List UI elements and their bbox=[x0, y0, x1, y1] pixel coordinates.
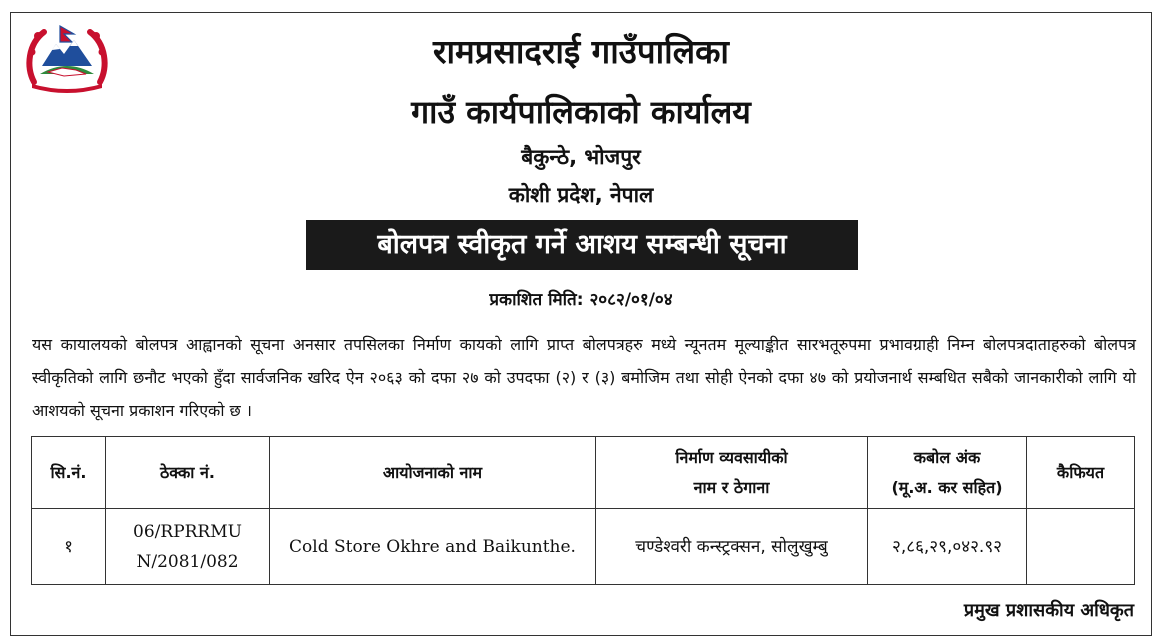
notice-title-banner: बोलपत्र स्वीकृत गर्ने आशय सम्बन्धी सूचना bbox=[306, 220, 858, 270]
address-line-1: बैकुन्ठे, भोजपुर bbox=[521, 145, 641, 169]
header-contractor-line1: निर्माण व्यवसायीको bbox=[675, 447, 788, 467]
cell-bid-amount: २,८६,२९,०४२.९२ bbox=[868, 509, 1027, 585]
cell-contract-no-line2: N/2081/082 bbox=[136, 551, 239, 572]
table-header-row bbox=[32, 437, 1135, 509]
notice-table bbox=[31, 436, 1135, 585]
header-project-name: आयोजनाको नाम bbox=[270, 437, 596, 509]
table-row bbox=[32, 509, 1135, 585]
published-date bbox=[0, 287, 1162, 310]
address-line-2: कोशी प्रदेश, नेपाल bbox=[508, 183, 654, 207]
header-bid-amount bbox=[868, 437, 1027, 509]
header-bid-amount-line2: (मू.अ. कर सहित) bbox=[891, 477, 1003, 497]
cell-contractor: चण्डेश्वरी कन्स्ट्रक्सन, सोलुखुम्बु bbox=[596, 509, 868, 585]
header-contract-no: ठेक्का नं. bbox=[106, 437, 270, 509]
office-name: गाउँ कार्यपालिकाको कार्यालय bbox=[411, 93, 751, 131]
header-contractor bbox=[596, 437, 868, 509]
notice-body-text: यस कायालयको बोलपत्र आह्वानको सूचना अनसार तपसिलका निर्माण कायको लागि प्राप्त बोलपत्रहरु मध्ये न्यूनतम मूल्याङ्कीत सारभतूरुपमा प्रभावग्राही निम्न बोलपत्रदाताहरुको बोलपत्र स्वीकृतिको लागि छनौट भएको हुँदा सार्वजनिक खरिद ऐन २०६३ को दफा २७ को उपदफा (२) र (३) बमोजिम तथा सोही ऐनको दफा ४७ को प्रयोजनार्थ सम्बधित सबैको जानकारीको लागि यो आशयको सूचना प्रकाशन गरिएको छ । bbox=[32, 335, 1136, 420]
header-bid-amount-line1: कबोल अंक bbox=[913, 447, 981, 467]
published-date-value: २०८२/०१/०४ bbox=[589, 290, 673, 310]
header-sn: सि.नं. bbox=[32, 437, 106, 509]
published-label: प्रकाशित मिति: bbox=[489, 290, 584, 310]
cell-contract-no bbox=[106, 509, 270, 585]
cell-contract-no-line1: 06/RPRRMU bbox=[133, 521, 242, 542]
cell-remarks bbox=[1027, 509, 1135, 585]
header-contractor-line2: नाम र ठेगाना bbox=[693, 477, 770, 497]
signature-title: प्रमुख प्रशासकीय अधिकृत bbox=[963, 600, 1134, 621]
header-remarks: कैफियत bbox=[1027, 437, 1135, 509]
cell-project-name: Cold Store Okhre and Baikunthe. bbox=[270, 509, 596, 585]
municipality-name: रामप्रसादराई गाउँपालिका bbox=[433, 32, 729, 71]
cell-sn: १ bbox=[32, 509, 106, 585]
